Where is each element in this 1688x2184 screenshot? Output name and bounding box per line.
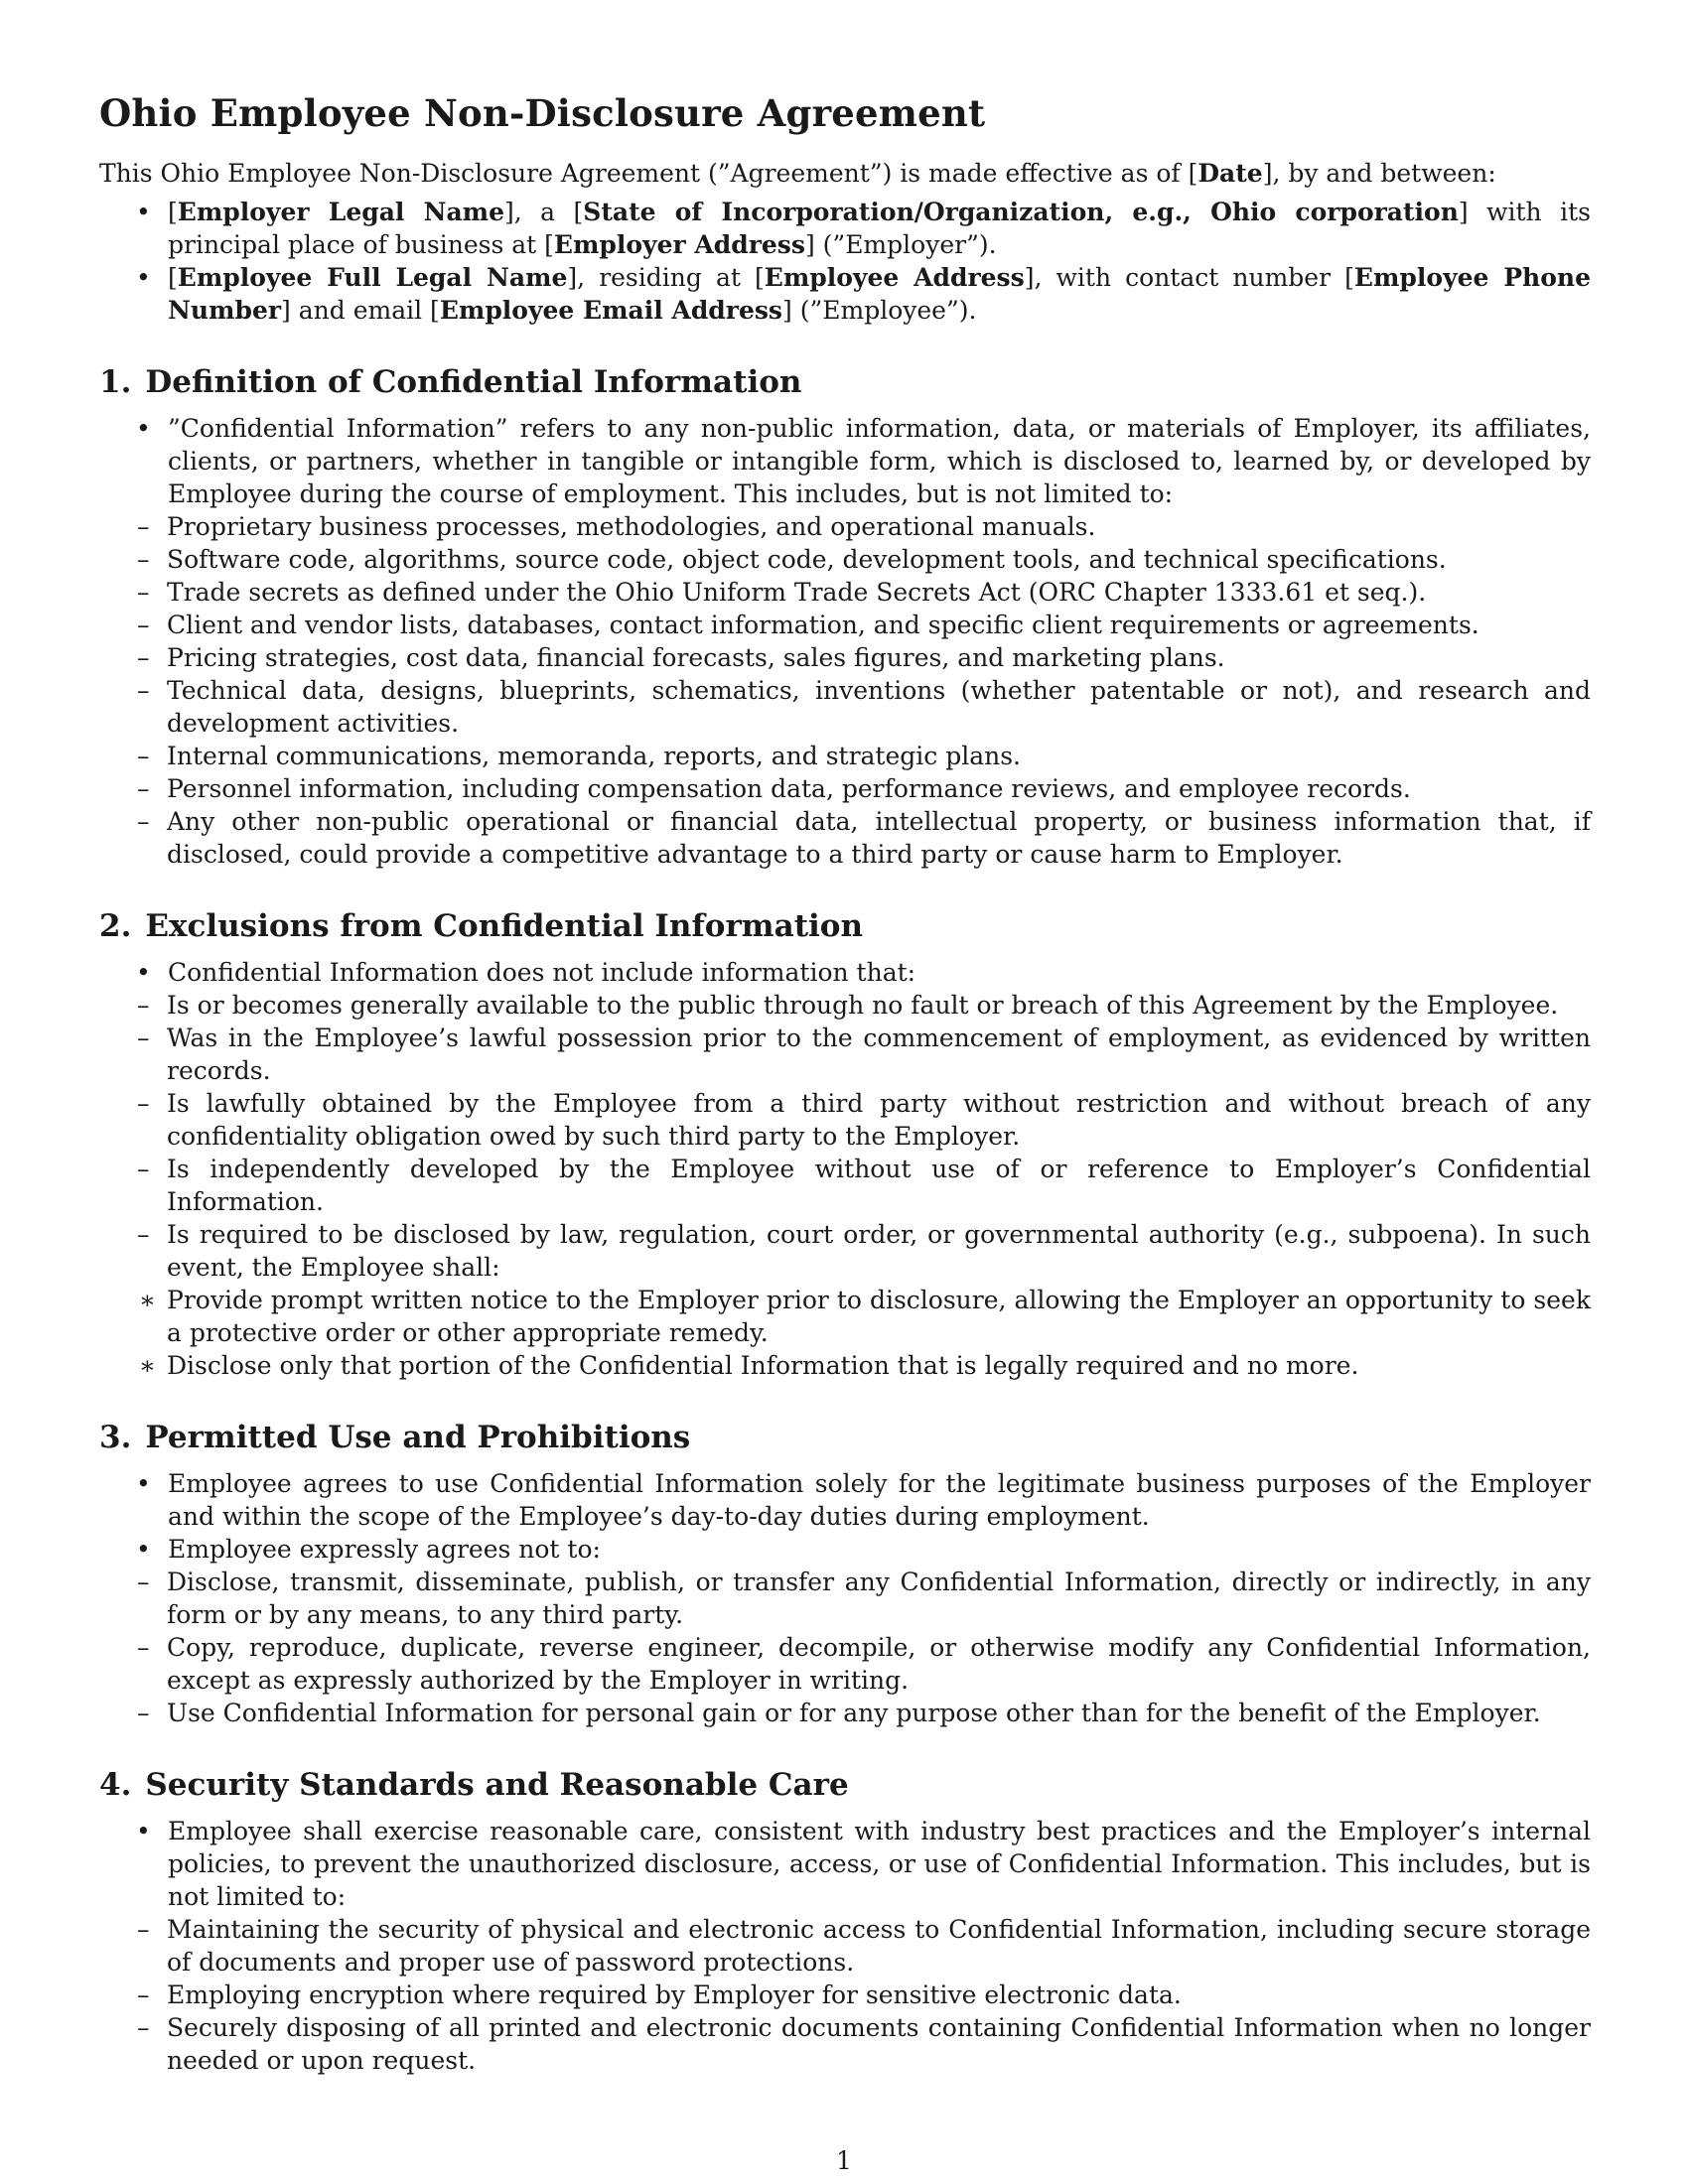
section-title: Exclusions from Confidential Information bbox=[145, 908, 864, 944]
parties-list bbox=[99, 196, 1591, 327]
section-number: 4. bbox=[99, 1767, 132, 1803]
sub-item-text: Copy, reproduce, duplicate, reverse engineer, decompile, or otherwise modify any Confidential Information, except as expressly authorized by the Employer in writing. bbox=[167, 1633, 1591, 1695]
sub-sub-list-item bbox=[115, 1349, 1591, 1382]
sub-list-item bbox=[107, 1153, 1591, 1218]
text: ], with contact number [ bbox=[1024, 263, 1354, 292]
sub-list-item bbox=[107, 989, 1591, 1022]
document-title: Ohio Employee Non-Disclosure Agreement bbox=[99, 91, 986, 135]
employer-name-placeholder: Employer Legal Name bbox=[177, 198, 505, 226]
sections-container bbox=[99, 362, 1591, 2077]
sub-item-text: Proprietary business processes, methodologies, and operational manuals. bbox=[167, 512, 1096, 541]
sub-item-text: Software code, algorithms, source code, object code, development tools, and technical specifications. bbox=[167, 545, 1447, 574]
section-title: Security Standards and Reasonable Care bbox=[145, 1767, 849, 1803]
sub-item-text: Trade secrets as defined under the Ohio Uniform Trade Secrets Act (ORC Chapter 1333.61 et seq.). bbox=[167, 578, 1427, 607]
sub-list bbox=[167, 989, 1591, 1382]
sub-item-text: Is or becomes generally available to the public through no fault or breach of this Agreement by the Employee. bbox=[167, 991, 1559, 1020]
text: ] and email [ bbox=[281, 296, 440, 325]
bullet-text: Employee shall exercise reasonable care, consistent with industry best practices and the Employer’s internal policies, to prevent the unauthorized disclosure, access, or use of Confidential Information. This includes, but is not limited to: bbox=[168, 1817, 1591, 1911]
bullet-list bbox=[99, 1815, 1591, 2077]
page-number: 1 bbox=[836, 2146, 852, 2175]
bullet-text: Confidential Information does not include information that: bbox=[168, 958, 916, 987]
sub-list-item bbox=[107, 1022, 1591, 1087]
sub-list-item bbox=[107, 1218, 1591, 1382]
text: [ bbox=[168, 263, 178, 292]
sub-list-item bbox=[107, 1087, 1591, 1153]
date-placeholder: Date bbox=[1197, 159, 1263, 188]
employee-name-placeholder: Employee Full Legal Name bbox=[177, 263, 568, 292]
section-title: Permitted Use and Prohibitions bbox=[145, 1420, 691, 1455]
bullet-text: Employee agrees to use Confidential Information solely for the legitimate business purposes of the Employer and within the scope of the Employee’s day-to-day duties during employment. bbox=[168, 1469, 1591, 1531]
text: ], residing at [ bbox=[567, 263, 765, 292]
party-employee bbox=[99, 261, 1591, 327]
sub-list-item bbox=[107, 772, 1591, 805]
sub-list bbox=[167, 510, 1591, 871]
bullet-item bbox=[99, 1815, 1591, 2077]
sub-list-item bbox=[107, 674, 1591, 740]
section-number: 1. bbox=[99, 364, 132, 400]
sub-list-item bbox=[107, 1913, 1591, 1979]
sub-list-item bbox=[107, 805, 1591, 871]
bullet-text: ”Confidential Information” refers to any non-public information, data, or materials of Employer, its affiliates, clients, or partners, whether in tangible or intangible form, which is disclosed to, learned by, or developed by Employee during the course of employment. This includes, but is not limited to: bbox=[168, 414, 1591, 508]
sub-list-item bbox=[107, 1631, 1591, 1697]
employer-address-placeholder: Employer Address bbox=[553, 230, 805, 259]
text: [ bbox=[168, 198, 178, 226]
sub-item-text: Is required to be disclosed by law, regulation, court order, or governmental authority (e.g., subpoena). In such event, the Employee shall: bbox=[167, 1220, 1591, 1282]
bullet-list bbox=[99, 412, 1591, 871]
sub-list-item bbox=[107, 740, 1591, 772]
sub-list bbox=[167, 1566, 1591, 1729]
sub-list-item bbox=[107, 1566, 1591, 1631]
section-title: Definition of Confidential Information bbox=[145, 364, 802, 400]
sub-item-text: Is lawfully obtained by the Employee from a third party without restriction and without breach of any confidentiality obligation owed by such third party to the Employer. bbox=[167, 1089, 1591, 1151]
sub-list-item bbox=[107, 510, 1591, 543]
sub-item-text: Internal communications, memoranda, reports, and strategic plans. bbox=[167, 742, 1021, 770]
party-employer bbox=[99, 196, 1591, 261]
sub-item-text: Was in the Employee’s lawful possession prior to the commencement of employment, as evidenced by written records. bbox=[167, 1024, 1591, 1085]
bullet-item bbox=[99, 412, 1591, 871]
section-heading bbox=[99, 1418, 1591, 1457]
employee-phone-placeholder: Employee Phone Number bbox=[168, 263, 1591, 325]
sub-list-item bbox=[107, 2011, 1591, 2077]
text: ] (”Employee”). bbox=[782, 296, 977, 325]
document-page bbox=[99, 91, 1591, 2077]
sub-item-text: Technical data, designs, blueprints, schematics, inventions (whether patentable or not), and research and development activities. bbox=[167, 676, 1591, 738]
sub-item-text: Securely disposing of all printed and electronic documents containing Confidential Information when no longer needed or upon request. bbox=[167, 2013, 1591, 2075]
bullet-text: Employee expressly agrees not to: bbox=[168, 1535, 601, 1564]
section-number: 3. bbox=[99, 1420, 132, 1455]
sub-list-item bbox=[107, 1697, 1591, 1729]
sub-item-text: Disclose, transmit, disseminate, publish, or transfer any Confidential Information, directly or indirectly, in any form or by any means, to any third party. bbox=[167, 1568, 1591, 1629]
sub-item-text: Is independently developed by the Employee without use of or reference to Employer’s Confidential Information. bbox=[167, 1155, 1591, 1216]
bullet-list bbox=[99, 1467, 1591, 1729]
section-heading bbox=[99, 362, 1591, 402]
sub-item-text: Pricing strategies, cost data, financial forecasts, sales figures, and marketing plans. bbox=[167, 643, 1225, 672]
sub-sub-list-item bbox=[115, 1284, 1591, 1349]
sub-list-item bbox=[107, 576, 1591, 609]
employee-address-placeholder: Employee Address bbox=[764, 263, 1025, 292]
text: ] (”Employer”). bbox=[804, 230, 997, 259]
sub-item-text: Use Confidential Information for personal gain or for any purpose other than for the benefit of the Employer. bbox=[167, 1699, 1541, 1727]
bullet-item bbox=[99, 956, 1591, 1382]
sub-list-item bbox=[107, 641, 1591, 674]
sub-list-item bbox=[107, 543, 1591, 576]
bullet-item bbox=[99, 1533, 1591, 1729]
sub-list-item bbox=[107, 609, 1591, 641]
employee-email-placeholder: Employee Email Address bbox=[439, 296, 783, 325]
intro-text: This Ohio Employee Non-Disclosure Agreement (”Agreement”) is made effective as of [ bbox=[99, 159, 1198, 188]
section-heading bbox=[99, 906, 1591, 946]
sub-sub-list bbox=[167, 1284, 1591, 1382]
sub-sub-item-text: Provide prompt written notice to the Employer prior to disclosure, allowing the Employer an opportunity to seek a protective order or other appropriate remedy. bbox=[167, 1286, 1591, 1347]
sub-list bbox=[167, 1913, 1591, 2077]
sub-item-text: Personnel information, including compensation data, performance reviews, and employee records. bbox=[167, 774, 1411, 803]
bullet-item bbox=[99, 1467, 1591, 1533]
text: ], a [ bbox=[504, 198, 584, 226]
intro-text-end: ], by and between: bbox=[1262, 159, 1496, 188]
sub-item-text: Any other non-public operational or financial data, intellectual property, or business information that, if disclosed, could provide a competitive advantage to a third party or cause harm to Employer. bbox=[167, 807, 1591, 869]
sub-sub-item-text: Disclose only that portion of the Confidential Information that is legally required and no more. bbox=[167, 1351, 1359, 1380]
state-placeholder: State of Incorporation/Organization, e.g., Ohio corporation bbox=[583, 198, 1459, 226]
sub-item-text: Client and vendor lists, databases, contact information, and specific client requirements or agreements. bbox=[167, 611, 1479, 639]
sub-item-text: Employing encryption where required by Employer for sensitive electronic data. bbox=[167, 1980, 1182, 2009]
sub-item-text: Maintaining the security of physical and electronic access to Confidential Information, including secure storage of documents and proper use of password protections. bbox=[167, 1915, 1591, 1977]
section-heading bbox=[99, 1765, 1591, 1805]
bullet-list bbox=[99, 956, 1591, 1382]
section-number: 2. bbox=[99, 908, 132, 944]
sub-list-item bbox=[107, 1979, 1591, 2011]
intro-paragraph bbox=[99, 157, 1591, 190]
text: ] with its principal place of business at [ bbox=[168, 198, 1591, 259]
